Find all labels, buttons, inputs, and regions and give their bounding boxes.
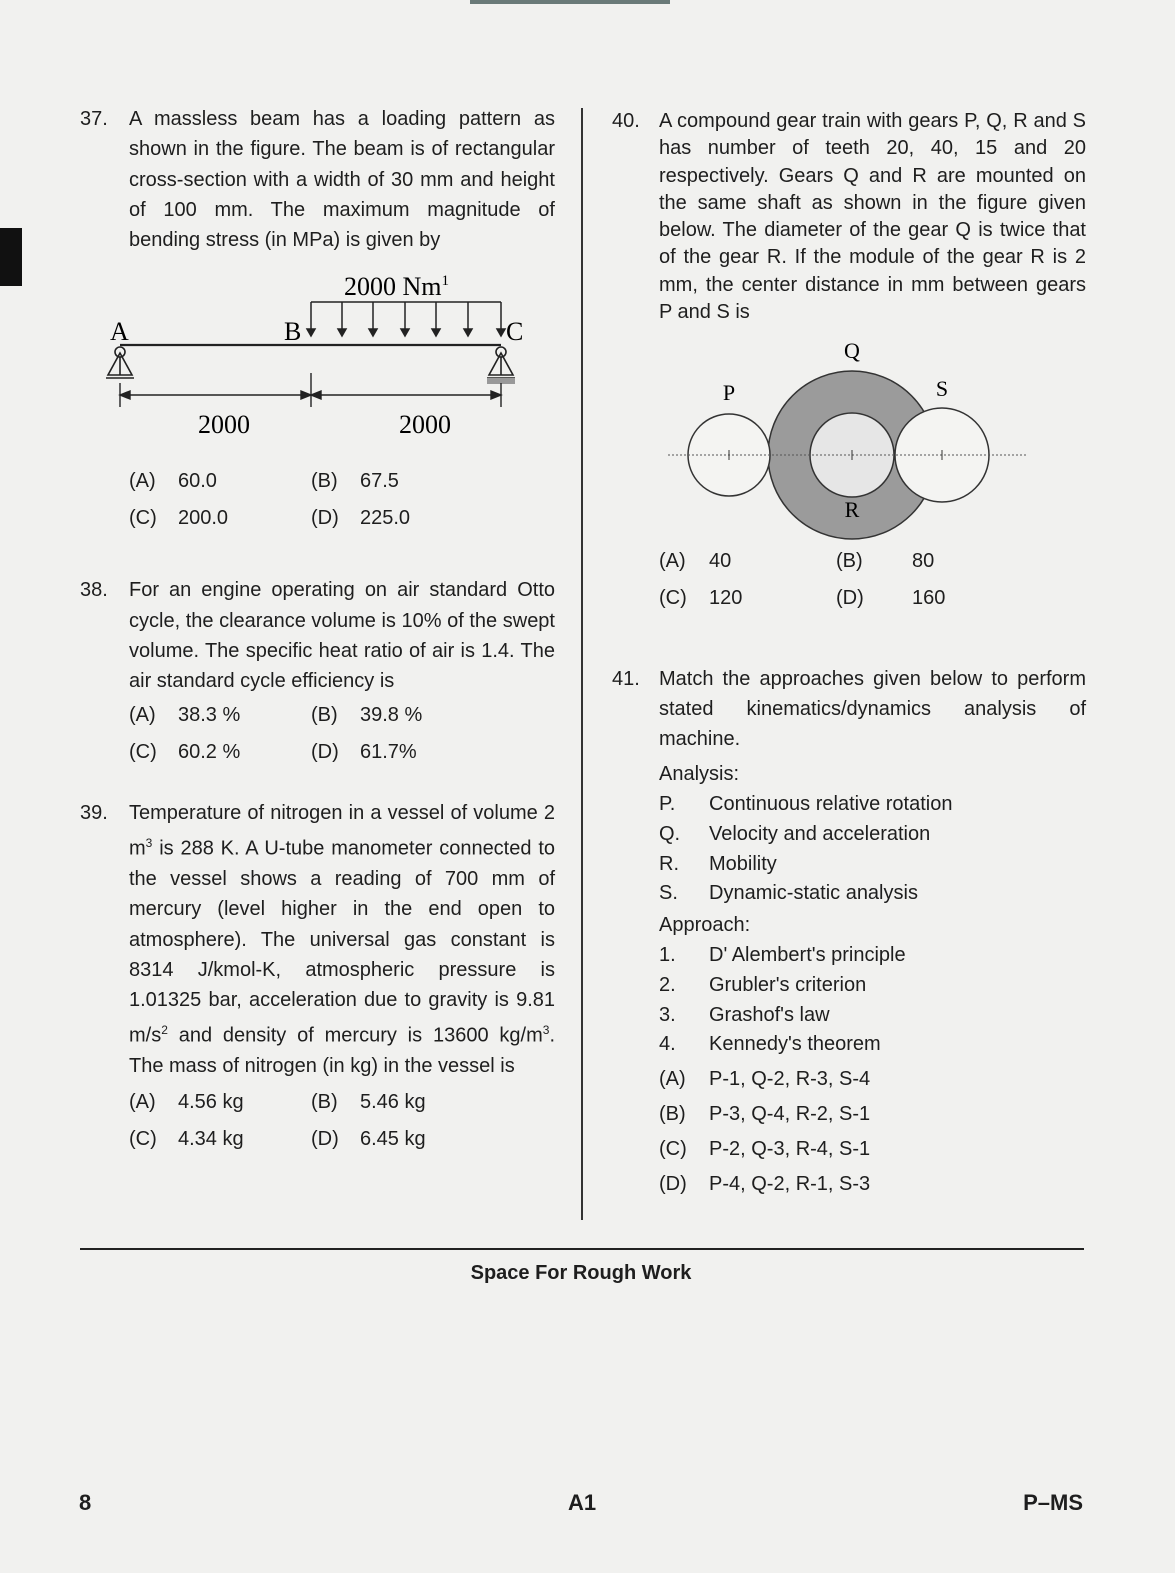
option-c[interactable]: (C) 200.0 [129, 507, 229, 530]
option-d[interactable]: (D) 225.0 [311, 507, 411, 530]
q39-options [129, 1084, 555, 1158]
load-label: 2000 Nm$^1$ [344, 272, 449, 302]
dimension-lines [120, 373, 501, 407]
list-item: 4. Kennedy's theorem [659, 1033, 881, 1056]
list-item: 3. Grashof's law [659, 1003, 830, 1026]
side-margin-mark [0, 228, 22, 286]
option-c[interactable]: (C) P-2, Q-3, R-4, S-1 [659, 1137, 871, 1160]
q38-options [129, 697, 555, 771]
option-b[interactable]: (B) 80 [836, 550, 935, 573]
list-item: R. Mobility [659, 852, 777, 875]
option-d[interactable]: (D) 6.45 kg [311, 1127, 426, 1150]
question-number: 41. [612, 668, 640, 691]
label-r: R [844, 497, 860, 523]
option-d[interactable]: (D) P-4, Q-2, R-1, S-3 [659, 1172, 871, 1195]
paper-code: P–MS [1023, 1490, 1083, 1515]
q37-options [129, 463, 555, 537]
gear-train-figure [612, 334, 1086, 549]
label-a: A [110, 317, 129, 347]
option-a[interactable]: (A) P-1, Q-2, R-3, S-4 [659, 1067, 871, 1090]
question-number: 37. [80, 108, 108, 130]
list-item: P. Continuous relative rotation [659, 793, 953, 816]
analysis-title: Analysis: [659, 763, 740, 786]
option-d[interactable]: (D) 61.7% [311, 740, 417, 763]
question-40 [612, 108, 1086, 326]
option-b[interactable]: (B) P-3, Q-4, R-2, S-1 [659, 1102, 871, 1125]
list-item: Q. Velocity and acceleration [659, 823, 931, 846]
list-item: S. Dynamic-static analysis [659, 882, 918, 905]
option-b[interactable]: (B) 5.46 kg [311, 1090, 426, 1113]
option-a[interactable]: (A) 4.56 kg [129, 1090, 244, 1113]
support-a [106, 347, 134, 378]
page-number: 8 [79, 1490, 92, 1515]
booklet-set: A1 [568, 1490, 597, 1515]
left-column [80, 104, 555, 1158]
label-q: Q [844, 338, 860, 364]
option-c[interactable]: (C) 4.34 kg [129, 1127, 244, 1150]
option-c[interactable]: (C) 60.2 % [129, 740, 241, 763]
column-divider [581, 108, 583, 1220]
question-37 [80, 104, 555, 255]
q41-options [659, 1062, 1086, 1202]
right-column [612, 108, 1086, 1202]
list-item: 1. D' Alembert's principle [659, 944, 906, 967]
question-number: 40. [612, 110, 640, 132]
option-b[interactable]: (B) 39.8 % [311, 703, 423, 726]
analysis-list [659, 758, 1086, 909]
question-text: A compound gear train with gears P, Q, R and S has number of teeth 20, 40, 15 and 20 respectively. Gears Q and R are mounted on the same shaft as shown in the figure given below. The diameter of the gear Q is twice that of the gear R. If the module of the gear R is 2 mm, the center distance in mm between gears P and S is [659, 110, 1086, 324]
bottom-rule [80, 1248, 1084, 1250]
question-text: For an engine operating on air standard Otto cycle, the clearance volume is 10% of the swept volume. The specific heat ratio of air is 1.4. The air standard cycle efficiency is [129, 579, 555, 693]
option-a[interactable]: (A) 60.0 [129, 470, 217, 493]
load-arrows [307, 302, 505, 336]
question-text: A massless beam has a loading pattern as shown in the figure. The beam is of rectangular cross-section with a width of 30 mm and height of 100 mm. The maximum magnitude of bending stress (in MPa) is given by [129, 108, 555, 252]
rough-work-heading: Space For Rough Work [470, 1262, 692, 1284]
question-text: Temperature of nitrogen in a vessel of volume 2 $m^3$ is 288 K. A U-tube manometer connected to the vessel shows a reading of 700 mm of mercury (level higher in the end open to atmosphere). The universal gas constant is 8314 J/kmol-K, atmospheric pressure is 1.01325 bar, acceleration due to gravity is 9.81 $m/s^2$ and density of mercury is 13600 $kg/m^3$. The mass of nitrogen (in kg) in the vessel is [129, 801, 555, 1078]
option-d[interactable]: (D) 160 [836, 587, 946, 610]
question-38 [80, 575, 555, 696]
option-c[interactable]: (C) 120 [659, 587, 743, 610]
option-b[interactable]: (B) 67.5 [311, 470, 399, 493]
label-c: C [506, 317, 524, 347]
approach-title: Approach: [659, 914, 751, 937]
question-number: 38. [80, 579, 108, 602]
span-1-label: 2000 [198, 410, 250, 440]
question-number: 39. [80, 801, 108, 824]
support-c [487, 347, 515, 384]
list-item: 2. Grubler's criterion [659, 973, 867, 996]
label-p: P [722, 380, 736, 406]
label-s: S [935, 376, 949, 402]
approach-list [659, 909, 1086, 1060]
option-a[interactable]: (A) 40 [659, 550, 732, 573]
beam-figure [80, 265, 555, 465]
question-text: Match the approaches given below to perform stated kinematics/dynamics analysis of machine. [659, 668, 1086, 751]
top-edge-rule [470, 0, 670, 4]
span-2-label: 2000 [399, 410, 451, 440]
option-a[interactable]: (A) 38.3 % [129, 703, 241, 726]
question-39 [80, 798, 555, 1082]
question-41 [612, 664, 1086, 754]
label-b: B [284, 317, 302, 347]
q40-options [659, 543, 1086, 617]
